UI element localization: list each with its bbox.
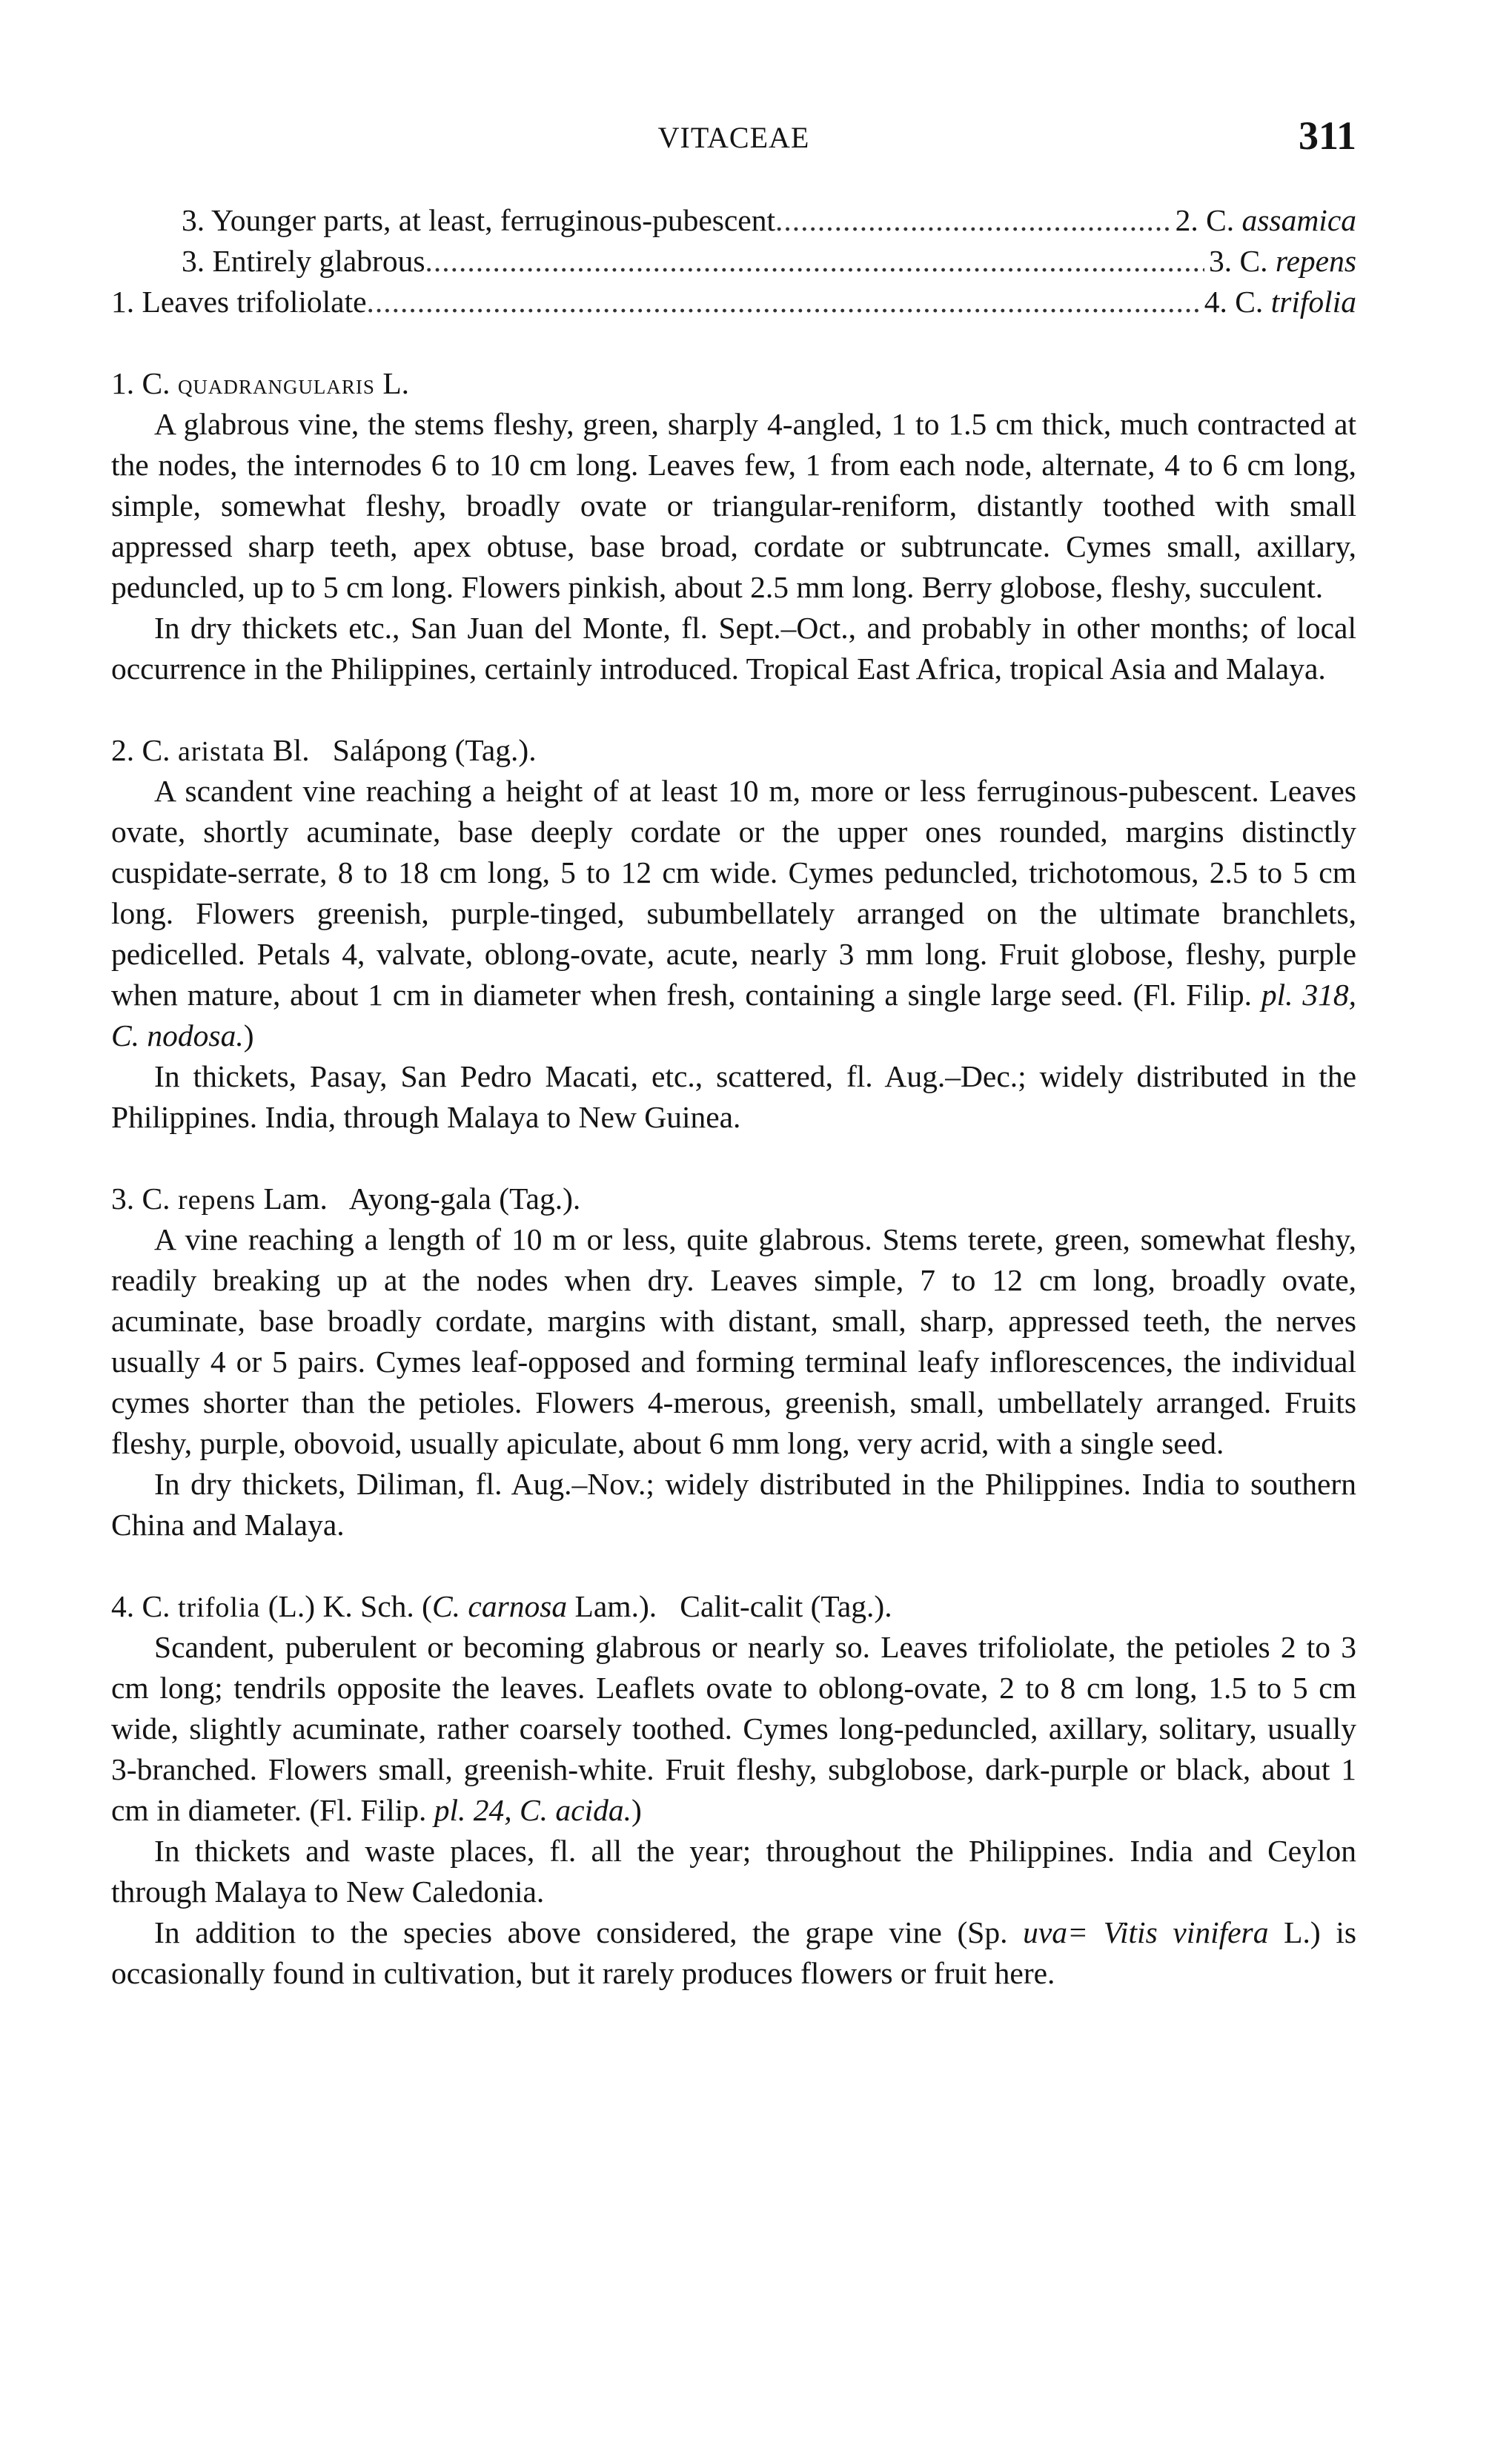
species-epithet: quadrangularis: [177, 369, 375, 400]
species-author: L.: [382, 366, 410, 400]
species-description: A glabrous vine, the stems fleshy, green, sharply 4-angled, 1 to 1.5 cm thick, much contracted at the nodes, the internodes 6 to 10 cm long. Leaves few, 1 from each node, alternate, 4 to 6 cm long, simple, somewhat fleshy, broadly ovate or triangular-reniform, distantly toothed with small appressed sharp teeth, apex obtuse, base broad, cordate or subtruncate. Cymes small, axillary, peduncled, up to 5 cm long. Flowers pinkish, about 2.5 mm long. Berry globose, fleshy, succulent.: [111, 407, 1356, 604]
key-result: 2. C. assamica: [1175, 203, 1356, 237]
species-description: A scandent vine reaching a height of at least 10 m, more or less ferruginous-pubescent. Leaves ovate, shortly acuminate, base deeply cordate or the upper ones rounded, margins distinctly cuspidate-serrate, 8 to 18 cm long, 5 to 12 cm wide. Cymes peduncled, trichotomous, 2.5 to 5 cm long. Flowers greenish, purple-tinged, subumbellately arranged on the ultimate branchlets, pedicelled. Petals 4, valvate, oblong-ovate, acute, nearly 3 mm long. Fruit globose, fleshy, purple when mature, about 1 cm in diameter when fresh, containing a single large seed. (Fl. Filip. pl. 318, C. nodosa.): [111, 774, 1356, 1053]
page-header: [111, 113, 1356, 172]
species-heading: 1. C. quadrangularis L.: [111, 366, 410, 400]
key-couplet: [111, 282, 1356, 322]
species-author: (L.) K. Sch. (C. carnosa Lam.).: [268, 1589, 657, 1623]
page-body: [111, 200, 1356, 1994]
species-distribution: In thickets, Pasay, San Pedro Macati, etc., scattered, fl. Aug.–Dec.; widely distributed in the Philippines. India, through Malaya to New Guinea.: [111, 1059, 1356, 1134]
closing-note: In addition to the species above considered, the grape vine (Sp. uva= Vitis vinifera L.) is occasionally found in cultivation, but it rarely produces flowers or fruit here.: [111, 1915, 1356, 1990]
species-distribution: In thickets and waste places, fl. all the year; throughout the Philippines. India and Ceylon through Malaya to New Caledonia.: [111, 1834, 1356, 1909]
species-epithet: repens: [177, 1184, 256, 1216]
species-distribution: In dry thickets, Diliman, fl. Aug.–Nov.; widely distributed in the Philippines. India to southern China and Malaya.: [111, 1467, 1356, 1542]
common-name: Salápong (Tag.).: [332, 733, 537, 767]
common-name: Ayong-gala (Tag.).: [348, 1181, 581, 1216]
species-author: Lam.: [263, 1181, 328, 1216]
species-entry: [111, 1179, 1356, 1545]
leader-dots: [775, 200, 1171, 241]
key-couplet: [111, 241, 1356, 282]
species-entry: [111, 363, 1356, 689]
key-lead: 1. Leaves trifoliolate: [111, 285, 367, 319]
key-lead: 3. Entirely glabrous: [182, 244, 425, 278]
species-epithet: trifolia: [177, 1592, 261, 1623]
key-result: 4. C. trifolia: [1204, 285, 1356, 319]
species-heading: 3. C. repens Lam. Ayong-gala (Tag.).: [111, 1181, 581, 1216]
key-lead: 3. Younger parts, at least, ferruginous-pubescent: [182, 203, 776, 237]
species-author: Bl.: [273, 733, 310, 767]
page-number: 311: [1298, 113, 1356, 158]
leader-dots: [367, 282, 1200, 322]
species-distribution: In dry thickets etc., San Juan del Monte, fl. Sept.–Oct., and probably in other months; of local occurrence in the Philippines, certainly introduced. Tropical East Africa, tropical Asia and Malaya.: [111, 611, 1356, 686]
identification-key: [111, 200, 1356, 322]
common-name: Calit-calit (Tag.).: [680, 1589, 892, 1623]
species-description: A vine reaching a length of 10 m or less, quite glabrous. Stems terete, green, somewhat fleshy, readily breaking up at the nodes when dry. Leaves simple, 7 to 12 cm long, broadly ovate, acuminate, base broadly cordate, margins with distant, small, sharp, appressed teeth, the nerves usually 4 or 5 pairs. Cymes leaf-opposed and forming terminal leafy inflorescences, the individual cymes shorter than the petioles. Flowers 4-merous, greenish, small, umbellately arranged. Fruits fleshy, purple, obovoid, usually apiculate, about 6 mm long, very acrid, with a single seed.: [111, 1222, 1356, 1460]
species-entry: [111, 1586, 1356, 1994]
species-heading: 2. C. aristata Bl. Salápong (Tag.).: [111, 733, 537, 767]
key-couplet: [111, 200, 1356, 241]
running-title: VITACEAE: [657, 121, 810, 154]
species-heading: 4. C. trifolia (L.) K. Sch. (C. carnosa Lam.). Calit-calit (Tag.).: [111, 1589, 892, 1623]
species-entry: [111, 730, 1356, 1138]
key-result: 3. C. repens: [1208, 244, 1356, 278]
species-description: Scandent, puberulent or becoming glabrous or nearly so. Leaves trifoliolate, the petioles 2 to 3 cm long; tendrils opposite the leaves. Leaflets ovate to oblong-ovate, 2 to 8 cm long, 1.5 to 5 cm wide, slightly acuminate, rather coarsely toothed. Cymes long-peduncled, axillary, solitary, usually 3-branched. Flowers small, greenish-white. Fruit fleshy, subglobose, dark-purple or black, about 1 cm in diameter. (Fl. Filip. pl. 24, C. acida.): [111, 1630, 1356, 1827]
leader-dots: [425, 241, 1204, 282]
species-epithet: aristata: [177, 736, 265, 767]
